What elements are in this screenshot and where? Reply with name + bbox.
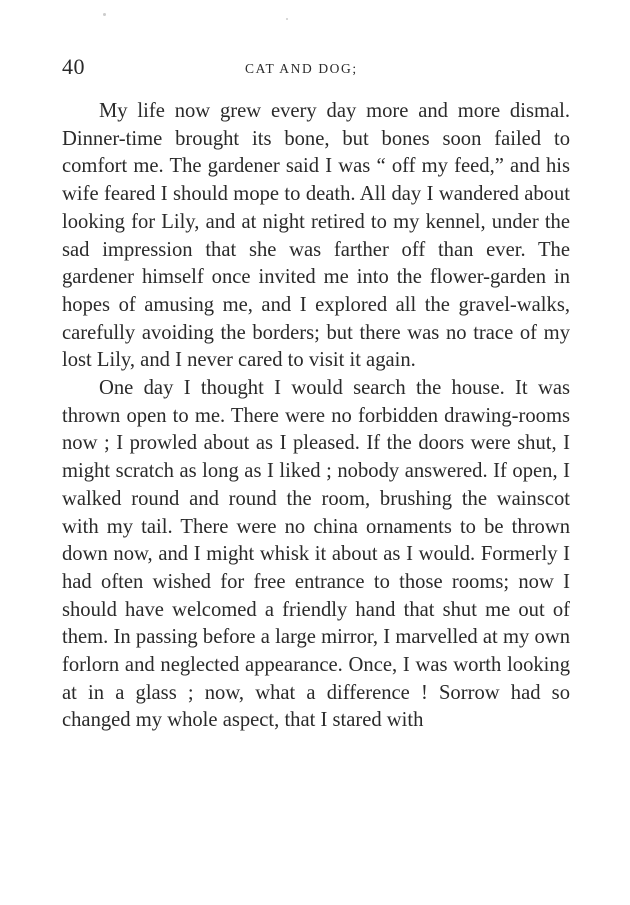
paragraph: One day I thought I would search the house. It was thrown open to me. There were no forbidden drawing-rooms now ; I prowled about as I pleased. If the doors were shut, I might scratch as long as I liked ; nobody answered. If open, I walked round and round the room, brushing the wainscot with my tail. There were no china ornaments to be thrown down now, and I might whisk it about as I would. Formerly I had often wished for free entrance to those rooms; now I should have welcomed a friendly hand that shut me out of them. In passing before a large mirror, I marvelled at my own forlorn and neglected appearance. Once, I was worth looking at in a glass ; now, what a difference ! Sorrow had so changed my whole aspect, that I stared with — [62, 377, 570, 732]
paper-speck — [286, 18, 288, 20]
page-number: 40 — [62, 54, 85, 79]
paper-speck — [103, 13, 106, 16]
running-head: CAT AND DOG; — [245, 61, 358, 76]
page-header — [62, 54, 570, 84]
paragraph: My life now grew every day more and more dismal. Dinner-time brought its bone, but bones soon failed to comfort me. The gardener said I was “ off my feed,” and his wife feared I should mope to death. All day I wandered about looking for Lily, and at night retired to my kennel, under the sad impression that she was farther off than ever. The gardener himself once invited me into the flower-garden in hopes of amusing me, and I explored all the gravel-walks, carefully avoiding the borders; but there was no trace of my lost Lily, and I never cared to visit it again. — [62, 100, 570, 372]
body-text — [62, 98, 570, 735]
